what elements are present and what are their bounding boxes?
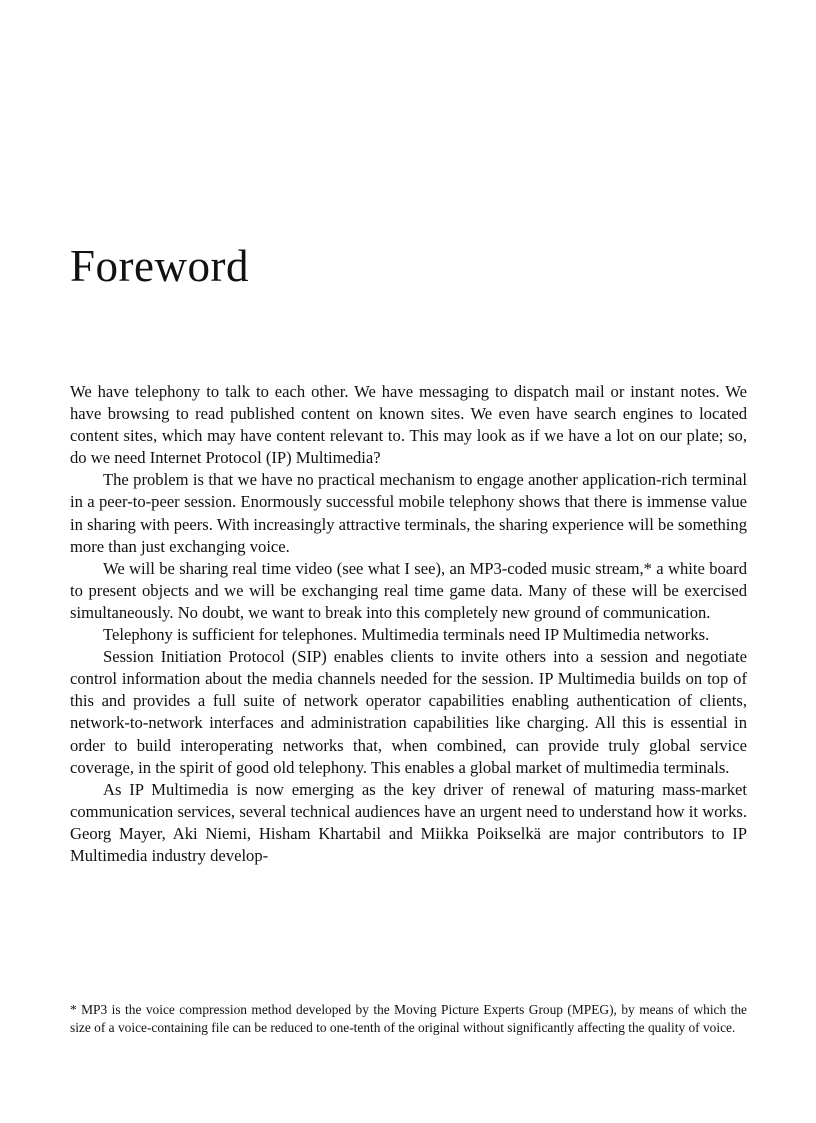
paragraph: Session Initiation Protocol (SIP) enables clients to invite others into a session and negotiate control information about the media channels needed for the session. IP Multimedia builds on top of this and provides a full suite of network operator capabilities enabling authentication of clients, network-to-network interfaces and administration capabilities like charging. All this is essential in order to build interoperating networks that, when combined, can provide truly global service coverage, in the spirit of good old telephony. This enables a global market of multimedia terminals.	[70, 647, 747, 777]
paragraph: We will be sharing real time video (see what I see), an MP3-coded music stream,* a white board to present objects and we will be exchanging real time game data. Many of these will be exercised simultaneously. No doubt, we want to break into this completely new ground of communication.	[70, 558, 747, 622]
paragraph: Telephony is sufficient for telephones. Multimedia terminals need IP Multimedia networks.	[103, 625, 710, 645]
paragraph: The problem is that we have no practical mechanism to engage another application-rich terminal in a peer-to-peer session. Enormously successful mobile telephony shows that there is immense value in sharing with peers. With increasingly attractive terminals, the sharing experience will be something more than just exchanging voice.	[70, 470, 747, 556]
chapter-heading: Foreword	[70, 241, 249, 291]
footnote: * MP3 is the voice compression method developed by the Moving Picture Experts Group (MPEG), by means of which the size of a voice-containing file can be reduced to one-tenth of the original without significantly affecting the quality of voice.	[70, 1002, 747, 1035]
paragraph: We have telephony to talk to each other. We have messaging to dispatch mail or instant notes. We have browsing to read published content on known sites. We even have search engines to located content sites, which may have content relevant to. This may look as if we have a lot on our plate; so, do we need Internet Protocol (IP) Multimedia?	[70, 382, 747, 468]
paragraph: As IP Multimedia is now emerging as the key driver of renewal of maturing mass-market communication services, several technical audiences have an urgent need to understand how it works. Georg Mayer, Aki Niemi, Hisham Khartabil and Miikka Poikselkä are major contributors to IP Multimedia industry develop-	[70, 779, 747, 865]
foreword-body	[70, 381, 747, 867]
